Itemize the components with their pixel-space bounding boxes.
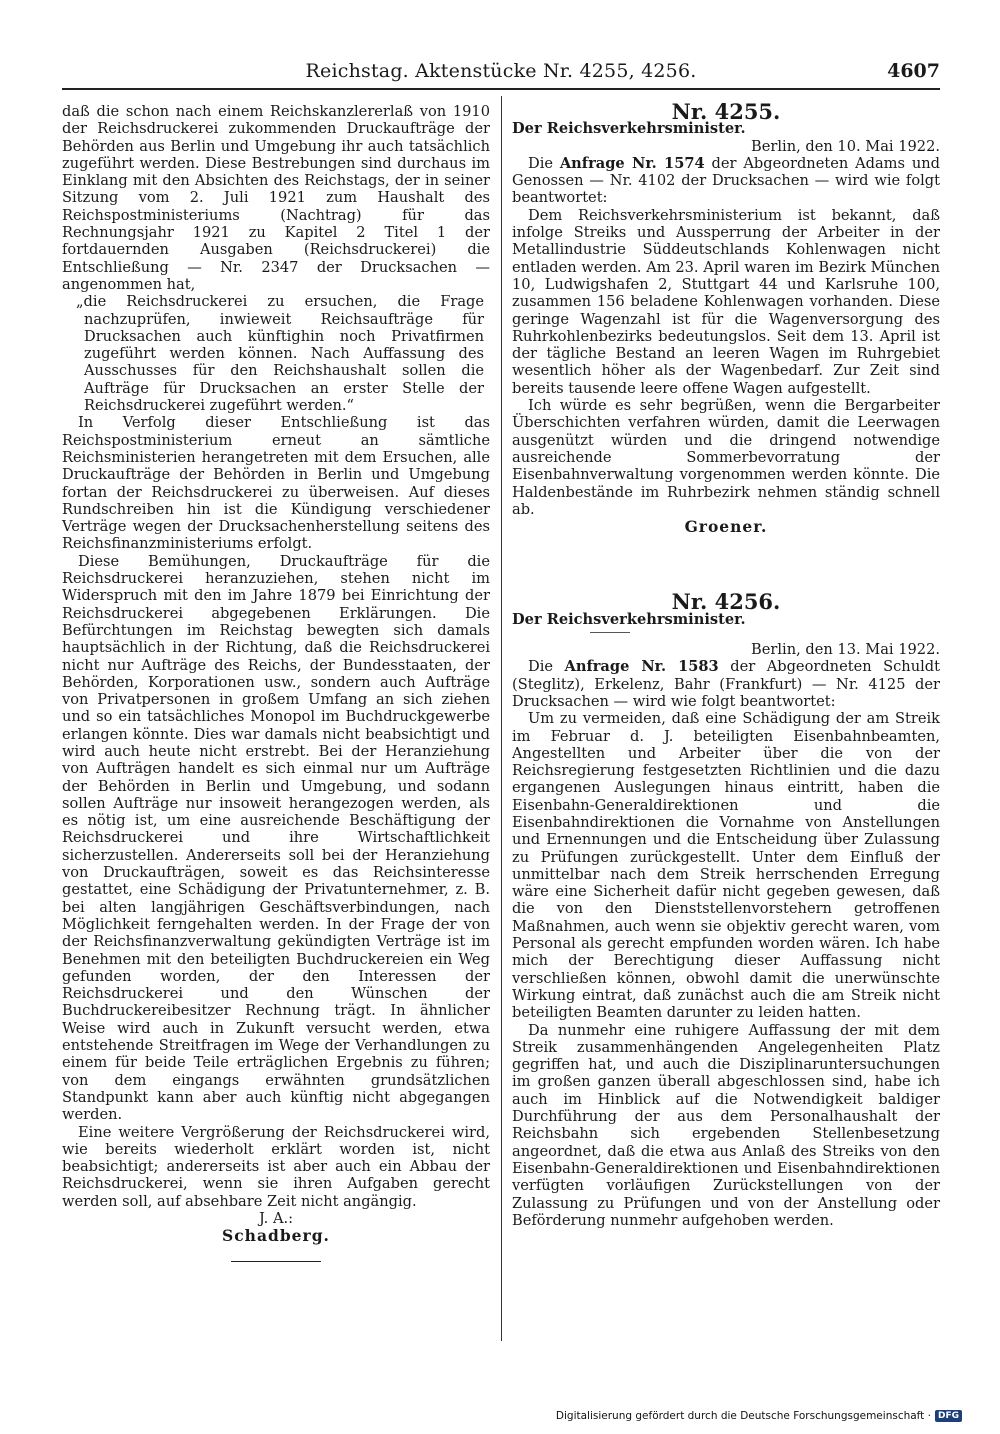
footer-text: Digitalisierung gefördert durch die Deutsche Forschungsgemeinschaft · (555, 1410, 931, 1422)
digitization-footer (556, 1410, 962, 1422)
document-4255 (512, 99, 940, 537)
dateline: Berlin, den 10. Mai 1922. (751, 137, 940, 155)
paragraph: In Verfolg dieser Entschließung ist das Reichspostministerium erneut an sämtliche Reichsministerien herangetreten mit dem Ersuchen, alle Druckaufträge der Behörden in Berlin und Umgebung fortan der Reichsdruckerei zu überweisen. Auf dieses Rundschreiben hin ist die Kündigung verschiedener Verträge wegen der Drucksachenherstellung seitens des Reichsfinanzministeriums erfolgt. (62, 414, 490, 553)
intro-paragraph: Die Anfrage Nr. 1583 der Abgeordneten Schuldt (Steglitz), Erkelenz, Bahr (Frankfurt) — Nr. 4125 der Drucksachen — wird wie folgt beantwortet: (512, 658, 940, 710)
inquiry-reference: Anfrage Nr. 1574 (559, 154, 705, 172)
left-column (62, 103, 490, 1262)
column-divider (501, 96, 502, 1341)
dateline: Berlin, den 13. Mai 1922. (751, 641, 940, 659)
sender: Der Reichsverkehrsminister. (512, 610, 746, 628)
sender: Der Reichsverkehrsminister. (512, 120, 746, 138)
signature-groener: Groener. (684, 517, 768, 537)
intro-paragraph: Die Anfrage Nr. 1574 der Abgeordneten Adams und Genossen — Nr. 4102 der Drucksachen — wird wie folgt beantwortet: (512, 154, 940, 207)
document-4256 (512, 589, 940, 1229)
header-rule (62, 88, 940, 90)
running-title: Reichstag. Aktenstücke Nr. 4255, 4256. (305, 60, 697, 82)
page-number: 4607 (887, 60, 940, 82)
quoted-resolution (76, 293, 484, 415)
right-column (512, 99, 940, 1229)
paragraph: Diese Bemühungen, Druckaufträge für die Reichsdruckerei heranzuziehen, stehen nicht im Widerspruch mit den im Jahre 1879 bei Einrichtung der Reichsdruckerei abgegebenen Erklärungen. Die Befürchtungen im Reichstag bewegten sich damals hauptsächlich in der Richtung, daß die Reichsdruckerei nicht nur Aufträge des Reichs, der Bundesstaaten, der Behörden, Korporationen usw., sondern auch Aufträge von Privatpersonen in großem Umfang an sich ziehen und so ein tatsächliches Monopol im Buchdruckgewerbe erlangen könnte. Dies war damals nicht beabsichtigt und wird auch heute nicht erstrebt. Bei der Heranziehung von Aufträgen handelt es sich einmal nur um Aufträge der Behörden in Berlin und Umgebung, und sodann sollen Aufträge nur insoweit herangezogen werden, als es nötig ist, um eine ausreichende Beschäftigung der Reichsdruckerei und ihre Wirtschaftlichkeit sicherzustellen. Andererseits soll bei der Heranziehung von Druckaufträgen, soweit es das Reichsinteresse gestattet, eine Schädigung der Privatunternehmer, z. B. bei alten langjährigen Geschäftsverbindungen, nach Möglichkeit ferngehalten werden. In der Frage der von der Reichsfinanzverwaltung gekündigten Verträge ist im Benehmen mit den beteiligten Buchdruckereien ein Weg gefunden worden, der den Interessen der Reichsdruckerei und den Wünschen der Buchdruckereibesitzer Rechnung trägt. In ähnlicher Weise wird auch in Zukunft versucht werden, etwa entstehende Streitfragen im Wege der Verhandlungen zu einem für beide Teile erträglichen Ergebnis zu führen; von dem eingangs erwähnten grundsätzlichen Standpunkt kann aber auch künftig nicht abgegangen werden. (62, 552, 490, 1124)
separator-rule (590, 632, 630, 633)
paragraph: Da nunmehr eine ruhigere Auffassung der mit dem Streik zusammenhängenden Angelegenheiten Platz gegriffen hat, und auch die Disziplinaruntersuchungen im großen ganzen überall abgeschlossen sind, habe ich auch im Hinblick auf die Notwendigkeit baldiger Durchführung der aus dem Personalhaushalt der Reichsbahn sich ergebenden Stellenbesetzung angeordnet, daß die etwa aus Anlaß des Streiks von den Eisenbahn-Generaldirektionen und Eisenbahndirektionen verfügten vorläufigen Zurückstellungen von der Zulassung zu Prüfungen und von der Anstellung oder Beförderung nunmehr aufgehoben werden. (512, 1021, 940, 1229)
end-rule (231, 1261, 321, 1262)
paragraph: daß die schon nach einem Reichskanzlererlaß von 1910 der Reichsdruckerei zukommenden Druckaufträge der Behörden aus Berlin und Umgebung ihr auch tatsächlich zugeführt werden. Diese Bestrebungen sind durchaus im Einklang mit den Absichten des Reichstags, der in seiner Sitzung vom 2. Juli 1921 zum Haushalt des Reichspostministeriums (Nachtrag) für das Rechnungsjahr 1921 zu Kapitel 2 Titel 1 der fortdauernden Ausgaben (Reichsdruckerei) die Entschließung — Nr. 2347 der Drucksachen — angenommen hat, (62, 103, 490, 293)
page-header (62, 60, 940, 86)
dfg-logo: DFG (935, 1410, 962, 1422)
paragraph: Um zu vermeiden, daß eine Schädigung der am Streik im Februar d. J. beteiligten Eisenbahnbeamten, Angestellten und Arbeiter über die von der Reichsregierung festgesetzten Richtlinien und die dazu ergangenen Auslegungen hinaus eintritt, haben die Eisenbahn-Generaldirektionen und die Eisenbahndirektionen die Vornahme von Anstellungen und Ernennungen und die Entscheidung über Zulassung zu Prüfungen zurückgestellt. Unter dem Einfluß der unmittelbar nach dem Streik herrschenden Erregung wäre eine Sicherheit dafür nicht gegeben gewesen, daß die von den Dienststellenvorstehern getroffenen Maßnahmen, auch wenn sie objektiv gerecht waren, vom Personal als gerecht empfunden worden wären. Ich habe mich der Berechtigung dieser Auffassung nicht verschließen können, obwohl damit die unerwünschte Wirkung eintrat, daß zunächst auch die am Streik nicht beteiligten Beamten darunter zu leiden hatten. (512, 710, 940, 1022)
paragraph: Dem Reichsverkehrsministerium ist bekannt, daß infolge Streiks und Aussperrung der Arbeiter in der Metallindustrie Süddeutschlands Kohlenwagen nicht entladen werden. Am 23. April waren im Bezirk München 10, Ludwigshafen 2, Stuttgart 44 und Karlsruhe 100, zusammen 156 beladene Kohlenwagen vorhanden. Diese geringe Wagenzahl ist für die Wagenversorgung des Ruhrkohlenbezirks bedeutungslos. Seit dem 13. April ist der tägliche Bestand an leeren Wagen im Ruhrgebiet wesentlich höher als der Wagenbedarf. Zur Zeit sind bereits tausende leere offene Wagen aufgestellt. (512, 206, 940, 397)
quote-text: „die Reichsdruckerei zu ersuchen, die Frage nachzuprüfen, inwieweit Reichsaufträge für Drucksachen auch künftighin noch Privatfirmen zugeführt werden können. Nach Auffassung des Ausschusses für den Reichshaushalt sollen die Aufträge für Drucksachen an erster Stelle der Reichsdruckerei zugeführt werden.“ (76, 293, 484, 415)
paragraph: Ich würde es sehr begrüßen, wenn die Bergarbeiter Überschichten verfahren würden, damit die Leerwagen ausgenützt würden und die dringend notwendige ausreichende Sommerbevorratung der Eisenbahnverwaltung vorgenommen werden könnte. Die Haldenbestände im Ruhrbezirk nehmen ständig schnell ab. (512, 397, 940, 518)
paragraph: Eine weitere Vergrößerung der Reichsdruckerei wird, wie bereits wiederholt erklärt worden ist, nicht beabsichtigt; andererseits ist aber auch ein Abbau der Reichsdruckerei, wenn sie ihren Aufgaben gerecht werden soll, auf absehbare Zeit nicht angängig. (62, 1123, 490, 1210)
document-number: Nr. 4255. (671, 99, 781, 124)
ia-label: J. A.: (258, 1210, 294, 1227)
inquiry-reference: Anfrage Nr. 1583 (564, 658, 719, 676)
document-number: Nr. 4256. (671, 589, 781, 615)
signature-schadberg: Schadberg. (222, 1226, 330, 1246)
